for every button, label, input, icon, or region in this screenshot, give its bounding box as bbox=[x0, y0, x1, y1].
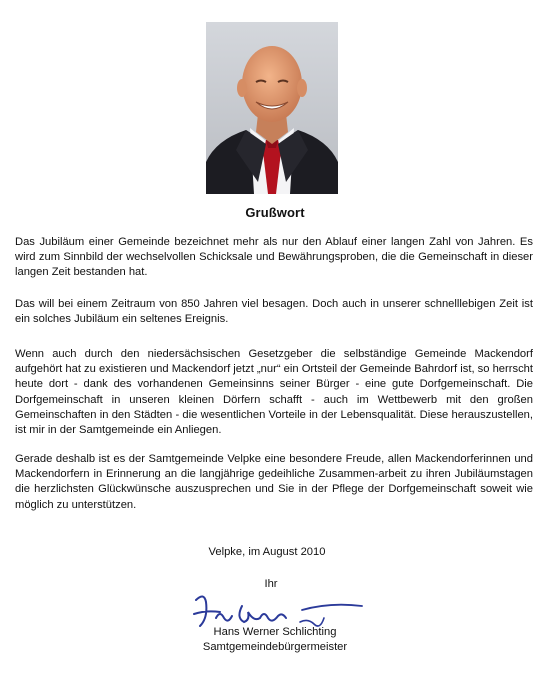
paragraph-1: Das Jubiläum einer Gemeinde bezeichnet mehr als nur den Ablauf einer langen Zahl von Jahren. Es wird zum Sinnbild der wechselvollen Schicksale und Bewährungsproben, die die Gemeinschaft in dieser langen Zeit bestanden hat. bbox=[15, 236, 533, 279]
place-date: Velpke, im August 2010 bbox=[208, 546, 326, 558]
paragraph-4: Gerade deshalb ist es der Samtgemeinde Velpke eine besondere Freude, allen Mackendorferinnen und Mackendorfern in Erinnerung an die langjährige gedeihliche Zusammen-arbeit zu ihren Jubiläumstagen die herzlichsten Glückwünsche auszusprechen und Sie in der Pflege der Dorfgemeinschaft soweit wie möglich zu unterstützen. bbox=[15, 453, 533, 511]
paragraph-3: Wenn auch durch den niedersächsischen Gesetzgeber die selbständige Gemeinde Mackendorf aufgehört hat zu existieren und Mackendorf jetzt „nur“ ein Ortsteil der Gemeinde Bahrdorf ist, so herrscht heute dort - dank des vorhandenen Gemeinsinns seiner Bürger - eine gute Dorfgemeinschaft. Die Dorfgemeinschaft in unseren kleinen Dörfern schafft - auch im Wettbewerb mit den großen Gemeinschaften in den Städten - die wesentlichen Vorteile in der Lebensqualität. Diese herauszustellen, ist mir in der Samtgemeinde ein Anliegen. bbox=[15, 348, 533, 437]
salutation: Ihr bbox=[264, 578, 278, 590]
portrait-illustration bbox=[206, 22, 338, 194]
signatory-name: Hans Werner Schlichting bbox=[213, 626, 337, 638]
signatory-role: Samtgemeindebürgermeister bbox=[202, 641, 348, 653]
portrait-photo bbox=[206, 22, 338, 194]
page-title: Grußwort bbox=[245, 205, 305, 220]
paragraph-2: Das will bei einem Zeitraum von 850 Jahren viel besagen. Doch auch in unserer schnelllebigen Zeit ist ein solches Jubiläum ein seltenes Ereignis. bbox=[15, 298, 533, 326]
